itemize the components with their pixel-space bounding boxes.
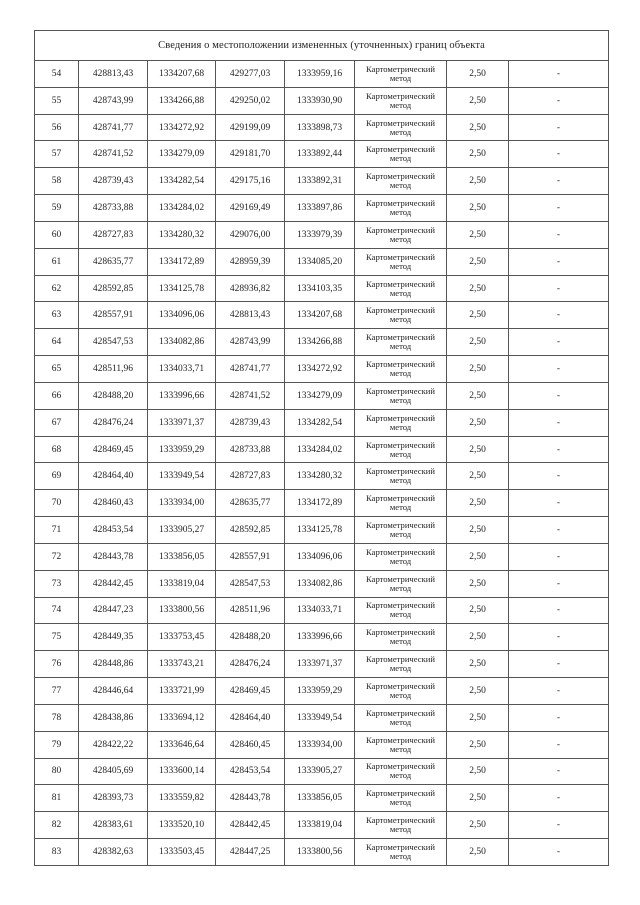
y-new-cell: 1333819,04 (285, 812, 355, 839)
precision-cell: 2,50 (447, 221, 509, 248)
method-cell: Картометрический метод (355, 704, 447, 731)
x-existing-cell: 428727,83 (79, 221, 148, 248)
method-cell: Картометрический метод (355, 275, 447, 302)
x-existing-cell: 428383,61 (79, 812, 148, 839)
y-new-cell: 1334279,09 (285, 382, 355, 409)
table-row (35, 248, 609, 275)
precision-cell: 2,50 (447, 302, 509, 329)
table-row (35, 463, 609, 490)
x-existing-cell: 428741,52 (79, 141, 148, 168)
y-new-cell: 1334207,68 (285, 302, 355, 329)
method-cell: Картометрический метод (355, 678, 447, 705)
table-row (35, 329, 609, 356)
table-row (35, 785, 609, 812)
precision-cell: 2,50 (447, 731, 509, 758)
y-existing-cell: 1334284,02 (148, 195, 216, 222)
x-existing-cell: 428449,35 (79, 624, 148, 651)
y-new-cell: 1334272,92 (285, 356, 355, 383)
x-new-cell: 428741,77 (216, 356, 285, 383)
table-row (35, 302, 609, 329)
x-existing-cell: 428422,22 (79, 731, 148, 758)
note-cell: - (509, 678, 609, 705)
x-new-cell: 428592,85 (216, 517, 285, 544)
precision-cell: 2,50 (447, 275, 509, 302)
note-cell: - (509, 382, 609, 409)
table-row (35, 141, 609, 168)
precision-cell: 2,50 (447, 812, 509, 839)
note-cell: - (509, 597, 609, 624)
x-existing-cell: 428453,54 (79, 517, 148, 544)
note-cell: - (509, 141, 609, 168)
x-existing-cell: 428464,40 (79, 463, 148, 490)
method-cell: Картометрический метод (355, 356, 447, 383)
y-new-cell: 1333930,90 (285, 87, 355, 114)
method-cell: Картометрический метод (355, 570, 447, 597)
x-existing-cell: 428635,77 (79, 248, 148, 275)
x-new-cell: 428443,78 (216, 785, 285, 812)
precision-cell: 2,50 (447, 114, 509, 141)
table-row (35, 624, 609, 651)
precision-cell: 2,50 (447, 570, 509, 597)
y-existing-cell: 1333600,14 (148, 758, 216, 785)
x-new-cell: 429169,49 (216, 195, 285, 222)
note-cell: - (509, 168, 609, 195)
x-new-cell: 428733,88 (216, 436, 285, 463)
precision-cell: 2,50 (447, 87, 509, 114)
note-cell: - (509, 624, 609, 651)
method-cell: Картометрический метод (355, 731, 447, 758)
x-new-cell: 428741,52 (216, 382, 285, 409)
table-row (35, 168, 609, 195)
y-existing-cell: 1333721,99 (148, 678, 216, 705)
y-new-cell: 1333979,39 (285, 221, 355, 248)
note-cell: - (509, 248, 609, 275)
x-new-cell: 429199,09 (216, 114, 285, 141)
x-existing-cell: 428547,53 (79, 329, 148, 356)
y-new-cell: 1333949,54 (285, 704, 355, 731)
y-new-cell: 1333905,27 (285, 758, 355, 785)
y-existing-cell: 1333646,64 (148, 731, 216, 758)
x-new-cell: 428936,82 (216, 275, 285, 302)
y-existing-cell: 1334172,89 (148, 248, 216, 275)
method-cell: Картометрический метод (355, 382, 447, 409)
x-new-cell: 428464,40 (216, 704, 285, 731)
note-cell: - (509, 758, 609, 785)
point-number-cell: 80 (35, 758, 79, 785)
note-cell: - (509, 543, 609, 570)
point-number-cell: 76 (35, 651, 79, 678)
note-cell: - (509, 570, 609, 597)
document-sheet (34, 30, 608, 866)
method-cell: Картометрический метод (355, 624, 447, 651)
precision-cell: 2,50 (447, 543, 509, 570)
method-cell: Картометрический метод (355, 87, 447, 114)
y-existing-cell: 1334125,78 (148, 275, 216, 302)
y-new-cell: 1334096,06 (285, 543, 355, 570)
note-cell: - (509, 409, 609, 436)
table-row (35, 597, 609, 624)
table-row (35, 275, 609, 302)
x-new-cell: 428813,43 (216, 302, 285, 329)
y-new-cell: 1334125,78 (285, 517, 355, 544)
table-row (35, 221, 609, 248)
y-existing-cell: 1334033,71 (148, 356, 216, 383)
table-title: Сведения о местоположении измененных (уточненных) границ объекта (35, 31, 609, 61)
note-cell: - (509, 356, 609, 383)
y-new-cell: 1333898,73 (285, 114, 355, 141)
method-cell: Картометрический метод (355, 785, 447, 812)
table-row (35, 356, 609, 383)
precision-cell: 2,50 (447, 490, 509, 517)
note-cell: - (509, 436, 609, 463)
x-existing-cell: 428405,69 (79, 758, 148, 785)
point-number-cell: 75 (35, 624, 79, 651)
method-cell: Картометрический метод (355, 329, 447, 356)
precision-cell: 2,50 (447, 758, 509, 785)
point-number-cell: 54 (35, 61, 79, 88)
x-new-cell: 429250,02 (216, 87, 285, 114)
y-new-cell: 1334103,35 (285, 275, 355, 302)
point-number-cell: 60 (35, 221, 79, 248)
precision-cell: 2,50 (447, 141, 509, 168)
note-cell: - (509, 302, 609, 329)
table-row (35, 758, 609, 785)
method-cell: Картометрический метод (355, 61, 447, 88)
method-cell: Картометрический метод (355, 758, 447, 785)
y-existing-cell: 1333905,27 (148, 517, 216, 544)
precision-cell: 2,50 (447, 409, 509, 436)
precision-cell: 2,50 (447, 785, 509, 812)
point-number-cell: 67 (35, 409, 79, 436)
boundary-table (34, 30, 609, 866)
y-existing-cell: 1334272,92 (148, 114, 216, 141)
method-cell: Картометрический метод (355, 651, 447, 678)
table-row (35, 651, 609, 678)
precision-cell: 2,50 (447, 517, 509, 544)
point-number-cell: 64 (35, 329, 79, 356)
y-existing-cell: 1333743,21 (148, 651, 216, 678)
point-number-cell: 79 (35, 731, 79, 758)
x-new-cell: 428727,83 (216, 463, 285, 490)
table-row (35, 61, 609, 88)
note-cell: - (509, 704, 609, 731)
x-new-cell: 429175,16 (216, 168, 285, 195)
y-existing-cell: 1334082,86 (148, 329, 216, 356)
x-new-cell: 428635,77 (216, 490, 285, 517)
x-existing-cell: 428443,78 (79, 543, 148, 570)
table-row (35, 382, 609, 409)
note-cell: - (509, 221, 609, 248)
y-existing-cell: 1334279,09 (148, 141, 216, 168)
method-cell: Картометрический метод (355, 812, 447, 839)
precision-cell: 2,50 (447, 678, 509, 705)
x-existing-cell: 428557,91 (79, 302, 148, 329)
y-existing-cell: 1333971,37 (148, 409, 216, 436)
y-existing-cell: 1334207,68 (148, 61, 216, 88)
point-number-cell: 70 (35, 490, 79, 517)
point-number-cell: 68 (35, 436, 79, 463)
y-new-cell: 1334033,71 (285, 597, 355, 624)
y-new-cell: 1334284,02 (285, 436, 355, 463)
y-existing-cell: 1333520,10 (148, 812, 216, 839)
y-new-cell: 1333971,37 (285, 651, 355, 678)
x-existing-cell: 428476,24 (79, 409, 148, 436)
point-number-cell: 61 (35, 248, 79, 275)
x-existing-cell: 428733,88 (79, 195, 148, 222)
table-row (35, 517, 609, 544)
precision-cell: 2,50 (447, 168, 509, 195)
y-new-cell: 1334280,32 (285, 463, 355, 490)
x-existing-cell: 428438,86 (79, 704, 148, 731)
x-existing-cell: 428460,43 (79, 490, 148, 517)
x-new-cell: 428743,99 (216, 329, 285, 356)
y-new-cell: 1333800,56 (285, 839, 355, 866)
x-existing-cell: 428741,77 (79, 114, 148, 141)
precision-cell: 2,50 (447, 61, 509, 88)
table-row (35, 409, 609, 436)
note-cell: - (509, 517, 609, 544)
point-number-cell: 73 (35, 570, 79, 597)
x-existing-cell: 428448,86 (79, 651, 148, 678)
x-new-cell: 428447,25 (216, 839, 285, 866)
note-cell: - (509, 275, 609, 302)
precision-cell: 2,50 (447, 436, 509, 463)
method-cell: Картометрический метод (355, 490, 447, 517)
table-row (35, 490, 609, 517)
x-new-cell: 428488,20 (216, 624, 285, 651)
note-cell: - (509, 839, 609, 866)
y-existing-cell: 1334280,32 (148, 221, 216, 248)
y-new-cell: 1333959,29 (285, 678, 355, 705)
x-new-cell: 428511,96 (216, 597, 285, 624)
table-row (35, 114, 609, 141)
point-number-cell: 83 (35, 839, 79, 866)
x-new-cell: 428453,54 (216, 758, 285, 785)
x-new-cell: 428442,45 (216, 812, 285, 839)
table-row (35, 87, 609, 114)
point-number-cell: 65 (35, 356, 79, 383)
precision-cell: 2,50 (447, 597, 509, 624)
table-row (35, 195, 609, 222)
y-new-cell: 1333959,16 (285, 61, 355, 88)
precision-cell: 2,50 (447, 195, 509, 222)
precision-cell: 2,50 (447, 839, 509, 866)
x-existing-cell: 428592,85 (79, 275, 148, 302)
point-number-cell: 77 (35, 678, 79, 705)
precision-cell: 2,50 (447, 704, 509, 731)
precision-cell: 2,50 (447, 248, 509, 275)
y-new-cell: 1334085,20 (285, 248, 355, 275)
table-row (35, 704, 609, 731)
method-cell: Картометрический метод (355, 195, 447, 222)
x-new-cell: 428547,53 (216, 570, 285, 597)
x-existing-cell: 428469,45 (79, 436, 148, 463)
precision-cell: 2,50 (447, 624, 509, 651)
precision-cell: 2,50 (447, 329, 509, 356)
x-existing-cell: 428813,43 (79, 61, 148, 88)
method-cell: Картометрический метод (355, 463, 447, 490)
x-existing-cell: 428446,64 (79, 678, 148, 705)
x-existing-cell: 428442,45 (79, 570, 148, 597)
y-existing-cell: 1333503,45 (148, 839, 216, 866)
point-number-cell: 81 (35, 785, 79, 812)
x-existing-cell: 428393,73 (79, 785, 148, 812)
note-cell: - (509, 731, 609, 758)
note-cell: - (509, 651, 609, 678)
precision-cell: 2,50 (447, 356, 509, 383)
x-new-cell: 428557,91 (216, 543, 285, 570)
point-number-cell: 59 (35, 195, 79, 222)
x-existing-cell: 428447,23 (79, 597, 148, 624)
x-new-cell: 429181,70 (216, 141, 285, 168)
table-title-row (35, 31, 609, 61)
y-new-cell: 1333996,66 (285, 624, 355, 651)
y-existing-cell: 1333856,05 (148, 543, 216, 570)
method-cell: Картометрический метод (355, 114, 447, 141)
x-new-cell: 429277,03 (216, 61, 285, 88)
note-cell: - (509, 61, 609, 88)
y-new-cell: 1333897,86 (285, 195, 355, 222)
y-existing-cell: 1334096,06 (148, 302, 216, 329)
y-new-cell: 1333934,00 (285, 731, 355, 758)
y-existing-cell: 1333800,56 (148, 597, 216, 624)
method-cell: Картометрический метод (355, 409, 447, 436)
x-new-cell: 428476,24 (216, 651, 285, 678)
y-new-cell: 1334082,86 (285, 570, 355, 597)
y-new-cell: 1334172,89 (285, 490, 355, 517)
y-existing-cell: 1333753,45 (148, 624, 216, 651)
x-new-cell: 428959,39 (216, 248, 285, 275)
x-existing-cell: 428739,43 (79, 168, 148, 195)
note-cell: - (509, 329, 609, 356)
y-new-cell: 1333892,44 (285, 141, 355, 168)
method-cell: Картометрический метод (355, 436, 447, 463)
point-number-cell: 82 (35, 812, 79, 839)
method-cell: Картометрический метод (355, 517, 447, 544)
x-existing-cell: 428488,20 (79, 382, 148, 409)
y-existing-cell: 1334282,54 (148, 168, 216, 195)
note-cell: - (509, 195, 609, 222)
method-cell: Картометрический метод (355, 302, 447, 329)
y-existing-cell: 1333949,54 (148, 463, 216, 490)
precision-cell: 2,50 (447, 651, 509, 678)
point-number-cell: 57 (35, 141, 79, 168)
note-cell: - (509, 490, 609, 517)
y-new-cell: 1334266,88 (285, 329, 355, 356)
table-row (35, 436, 609, 463)
y-existing-cell: 1333934,00 (148, 490, 216, 517)
table-row (35, 678, 609, 705)
precision-cell: 2,50 (447, 463, 509, 490)
table-row (35, 839, 609, 866)
y-existing-cell: 1334266,88 (148, 87, 216, 114)
y-existing-cell: 1333996,66 (148, 382, 216, 409)
x-existing-cell: 428743,99 (79, 87, 148, 114)
y-new-cell: 1333856,05 (285, 785, 355, 812)
y-new-cell: 1333892,31 (285, 168, 355, 195)
point-number-cell: 66 (35, 382, 79, 409)
note-cell: - (509, 785, 609, 812)
point-number-cell: 58 (35, 168, 79, 195)
table-row (35, 731, 609, 758)
point-number-cell: 74 (35, 597, 79, 624)
point-number-cell: 69 (35, 463, 79, 490)
y-existing-cell: 1333959,29 (148, 436, 216, 463)
y-new-cell: 1334282,54 (285, 409, 355, 436)
point-number-cell: 71 (35, 517, 79, 544)
point-number-cell: 56 (35, 114, 79, 141)
table-row (35, 812, 609, 839)
point-number-cell: 55 (35, 87, 79, 114)
table-row (35, 570, 609, 597)
method-cell: Картометрический метод (355, 597, 447, 624)
method-cell: Картометрический метод (355, 543, 447, 570)
x-new-cell: 428739,43 (216, 409, 285, 436)
x-existing-cell: 428382,63 (79, 839, 148, 866)
y-existing-cell: 1333819,04 (148, 570, 216, 597)
note-cell: - (509, 114, 609, 141)
method-cell: Картометрический метод (355, 248, 447, 275)
x-new-cell: 428469,45 (216, 678, 285, 705)
x-new-cell: 429076,00 (216, 221, 285, 248)
note-cell: - (509, 87, 609, 114)
table-row (35, 543, 609, 570)
method-cell: Картометрический метод (355, 141, 447, 168)
point-number-cell: 63 (35, 302, 79, 329)
point-number-cell: 72 (35, 543, 79, 570)
y-existing-cell: 1333559,82 (148, 785, 216, 812)
method-cell: Картометрический метод (355, 839, 447, 866)
method-cell: Картометрический метод (355, 221, 447, 248)
point-number-cell: 62 (35, 275, 79, 302)
note-cell: - (509, 812, 609, 839)
point-number-cell: 78 (35, 704, 79, 731)
y-existing-cell: 1333694,12 (148, 704, 216, 731)
note-cell: - (509, 463, 609, 490)
x-existing-cell: 428511,96 (79, 356, 148, 383)
method-cell: Картометрический метод (355, 168, 447, 195)
precision-cell: 2,50 (447, 382, 509, 409)
x-new-cell: 428460,45 (216, 731, 285, 758)
